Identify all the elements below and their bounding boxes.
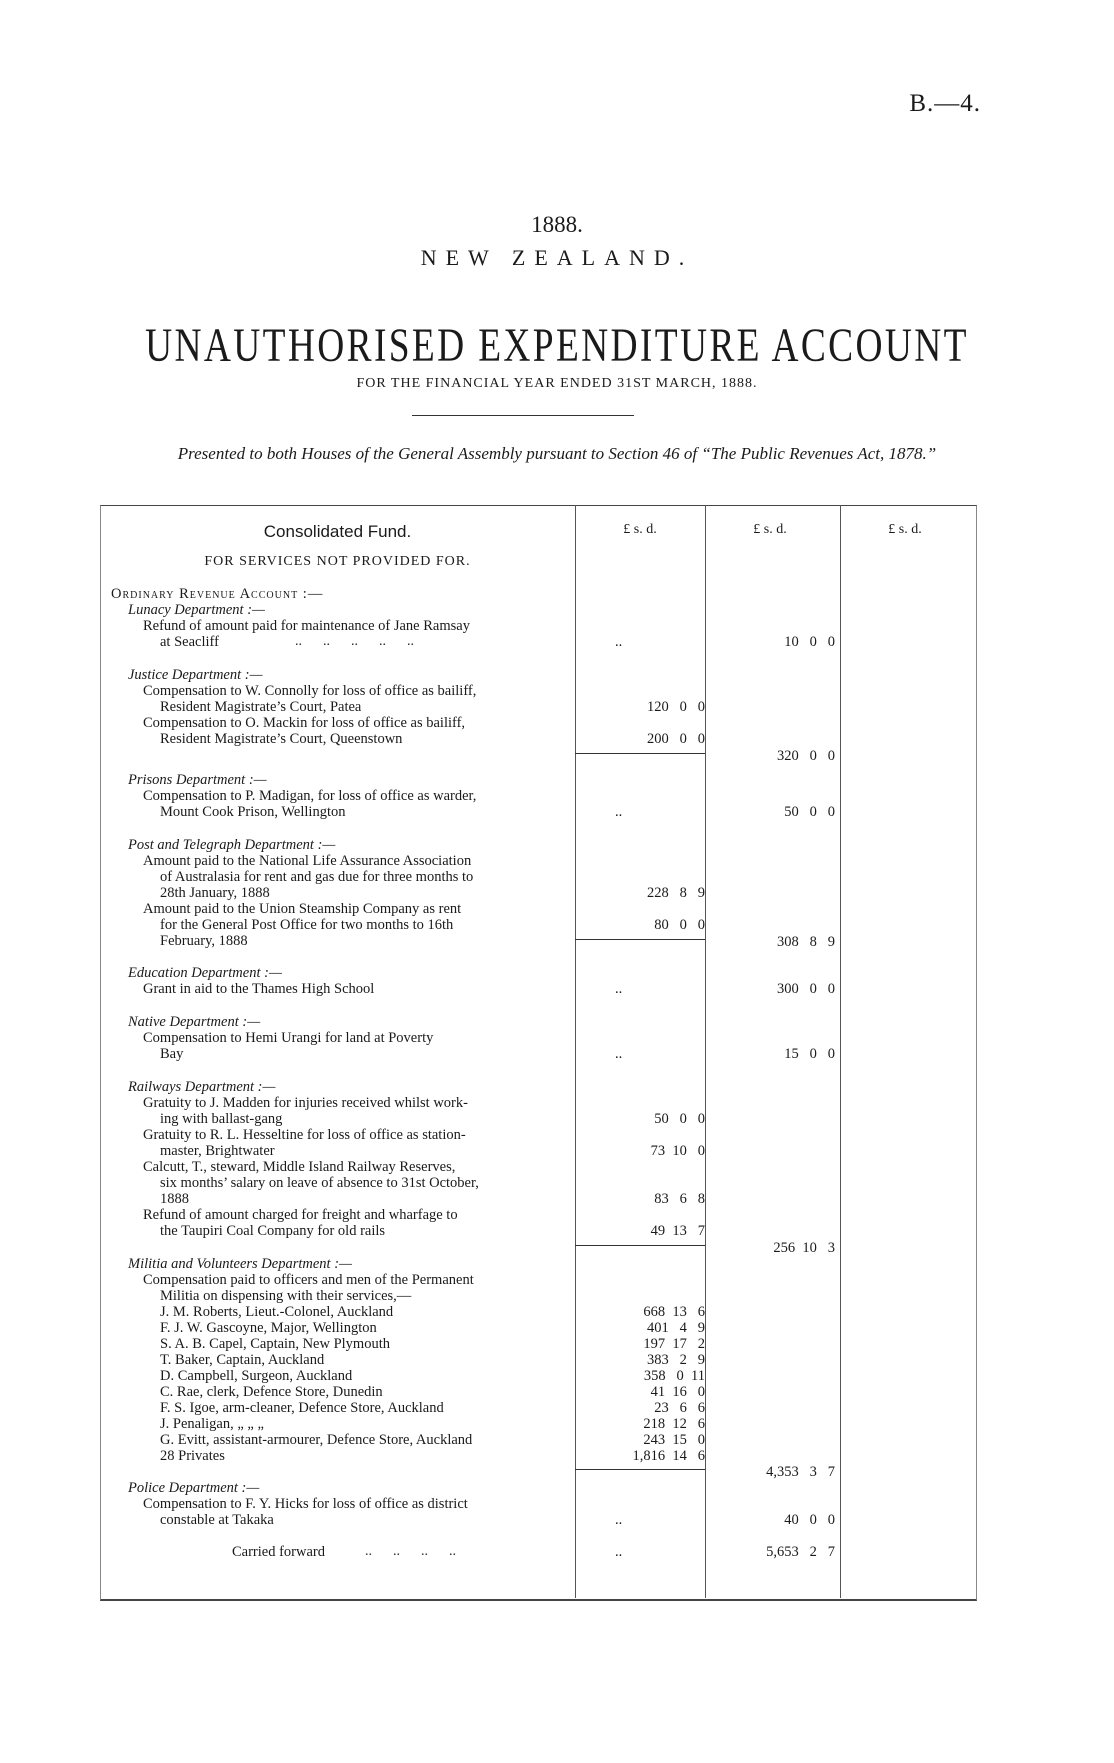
carried-forward-total: 5,653 2 7 [766,1544,835,1560]
presented-statement: Presented to both Houses of the General Assembly pursuant to Section 46 of “The Public Revenues Act, 1878.” [177,444,937,463]
amount-col2: 15 0 0 [784,1046,835,1062]
militia-item-name: S. A. B. Capel, Captain, New Plymouth [160,1336,390,1352]
subtotal-rule [575,939,705,940]
document-subtitle: FOR THE FINANCIAL YEAR ENDED 31ST MARCH, 1888. [356,376,758,391]
amount-col1: 49 13 7 [650,1223,705,1239]
entry-text: Gratuity to R. L. Hesseltine for loss of office as station- [143,1127,466,1143]
amount-col1: 120 0 0 [647,699,705,715]
section-heading: Justice Department :— [128,667,263,683]
section-heading: Prisons Department :— [128,772,267,788]
section-heading: Police Department :— [128,1480,260,1496]
section-heading: Education Department :— [128,965,282,981]
section-heading: Militia and Volunteers Department :— [128,1256,352,1272]
leader-dots: .. .. .. .. .. [295,634,414,649]
amount-col1: .. [615,804,623,820]
title-divider [412,415,634,416]
entry-text: Mount Cook Prison, Wellington [160,804,346,820]
entry-text: Compensation to Hemi Urangi for land at Poverty [143,1030,434,1046]
page-reference: B.—4. [909,90,981,117]
entry-text: Compensation to O. Mackin for loss of office as bailiff, [143,715,466,731]
entry-text: of Australasia for rent and gas due for three months to [160,869,474,885]
amount-col1: .. [615,1544,623,1560]
section-heading: Lunacy Department :— [128,602,265,618]
militia-item-name: J. M. Roberts, Lieut.-Colonel, Auckland [160,1304,394,1320]
militia-item-name: J. Penaligan, „ „ „ [160,1416,264,1432]
amount-col2: 308 8 9 [777,934,835,950]
amount-col1: .. [615,981,623,997]
entry-text: for the General Post Office for two months to 16th [160,917,454,933]
entry-text: Bay [160,1046,184,1062]
section-heading: Railways Department :— [128,1079,276,1095]
militia-item-name: 28 Privates [160,1448,225,1464]
amount-col2: 300 0 0 [777,981,835,997]
entry-text: Resident Magistrate’s Court, Queenstown [160,731,403,747]
column-divider [840,505,841,1598]
militia-item-value: 358 0 11 [643,1368,705,1384]
amount-col1: 73 10 0 [650,1143,705,1159]
militia-item-value: 23 6 6 [654,1400,705,1416]
amount-col1: 83 6 8 [654,1191,705,1207]
entry-text: Gratuity to J. Madden for injuries received whilst work- [143,1095,468,1111]
militia-item-value: 197 17 2 [643,1336,705,1352]
document-title: UNAUTHORISED EXPENDITURE ACCOUNT [145,319,969,372]
amount-col2: 40 0 0 [784,1512,835,1528]
militia-item-value: 383 2 9 [647,1352,705,1368]
militia-item-value: 1,816 14 6 [632,1448,705,1464]
militia-item-name: G. Evitt, assistant-armourer, Defence Store, Auckland [160,1432,473,1448]
entry-text: Amount paid to the National Life Assurance Association [143,853,472,869]
entry-text: Calcutt, T., steward, Middle Island Railway Reserves, [143,1159,456,1175]
entry-text: 28th January, 1888 [160,885,270,901]
entry-text: Amount paid to the Union Steamship Company as rent [143,901,462,917]
account-heading: Ordinary Revenue Account :— [111,586,324,602]
militia-item-name: F. J. W. Gascoyne, Major, Wellington [160,1320,377,1336]
entry-text: Compensation to F. Y. Hicks for loss of office as district [143,1496,468,1512]
fund-header: Consolidated Fund. [263,522,412,541]
amount-col2: 10 0 0 [784,634,835,650]
entry-text: Grant in aid to the Thames High School [143,981,375,997]
amount-col1: .. [615,1512,623,1528]
services-header: FOR SERVICES NOT PROVIDED FOR. [204,554,471,569]
entry-text: master, Brightwater [160,1143,275,1159]
amount-col1: .. [615,1046,623,1062]
document-year: 1888. [531,212,583,237]
amount-col1: 228 8 9 [647,885,705,901]
militia-item-name: C. Rae, clerk, Defence Store, Dunedin [160,1384,383,1400]
entry-text: Compensation to W. Connolly for loss of office as bailiff, [143,683,477,699]
militia-item-value: 243 15 0 [643,1432,705,1448]
entry-text: at Seacliff [160,634,219,650]
currency-header: £ s. d. [753,522,787,537]
entry-text: Compensation paid to officers and men of the Permanent [143,1272,474,1288]
amount-col1: 80 0 0 [654,917,705,933]
amount-col1: .. [615,634,623,650]
amount-col2: 50 0 0 [784,804,835,820]
entry-text: ing with ballast-gang [160,1111,283,1127]
section-heading: Native Department :— [128,1014,261,1030]
entry-text: the Taupiri Coal Company for old rails [160,1223,386,1239]
militia-item-name: D. Campbell, Surgeon, Auckland [160,1368,353,1384]
subtotal-rule [575,1245,705,1246]
currency-header: £ s. d. [888,522,922,537]
militia-item-name: F. S. Igoe, arm-cleaner, Defence Store, Auckland [160,1400,444,1416]
amount-col2: 256 10 3 [773,1240,835,1256]
section-heading: Post and Telegraph Department :— [128,837,336,853]
entry-text: February, 1888 [160,933,248,949]
militia-item-value: 218 12 6 [643,1416,705,1432]
entry-text: Compensation to P. Madigan, for loss of office as warder, [143,788,477,804]
entry-text: constable at Takaka [160,1512,274,1528]
militia-item-value: 401 4 9 [647,1320,705,1336]
leader-dots: .. .. .. .. [365,1544,456,1559]
amount-col2: 320 0 0 [777,748,835,764]
subtotal-rule [575,753,705,754]
entry-text: Militia on dispensing with their services,— [160,1288,412,1304]
currency-header: £ s. d. [623,522,657,537]
entry-text: Resident Magistrate’s Court, Patea [160,699,362,715]
entry-text: 1888 [160,1191,189,1207]
militia-item-value: 668 13 6 [643,1304,705,1320]
country-heading: NEW ZEALAND. [420,245,694,270]
amount-col1: 200 0 0 [647,731,705,747]
militia-item-name: T. Baker, Captain, Auckland [160,1352,325,1368]
amount-col1: 50 0 0 [654,1111,705,1127]
amount-col2: 4,353 3 7 [766,1464,835,1480]
militia-item-value: 41 16 0 [650,1384,705,1400]
subtotal-rule [575,1469,705,1470]
entry-text: six months’ salary on leave of absence to 31st October, [160,1175,479,1191]
entry-text: Refund of amount charged for freight and wharfage to [143,1207,458,1223]
entry-text: Refund of amount paid for maintenance of Jane Ramsay [143,618,470,634]
carried-forward-label: Carried forward [232,1544,325,1560]
